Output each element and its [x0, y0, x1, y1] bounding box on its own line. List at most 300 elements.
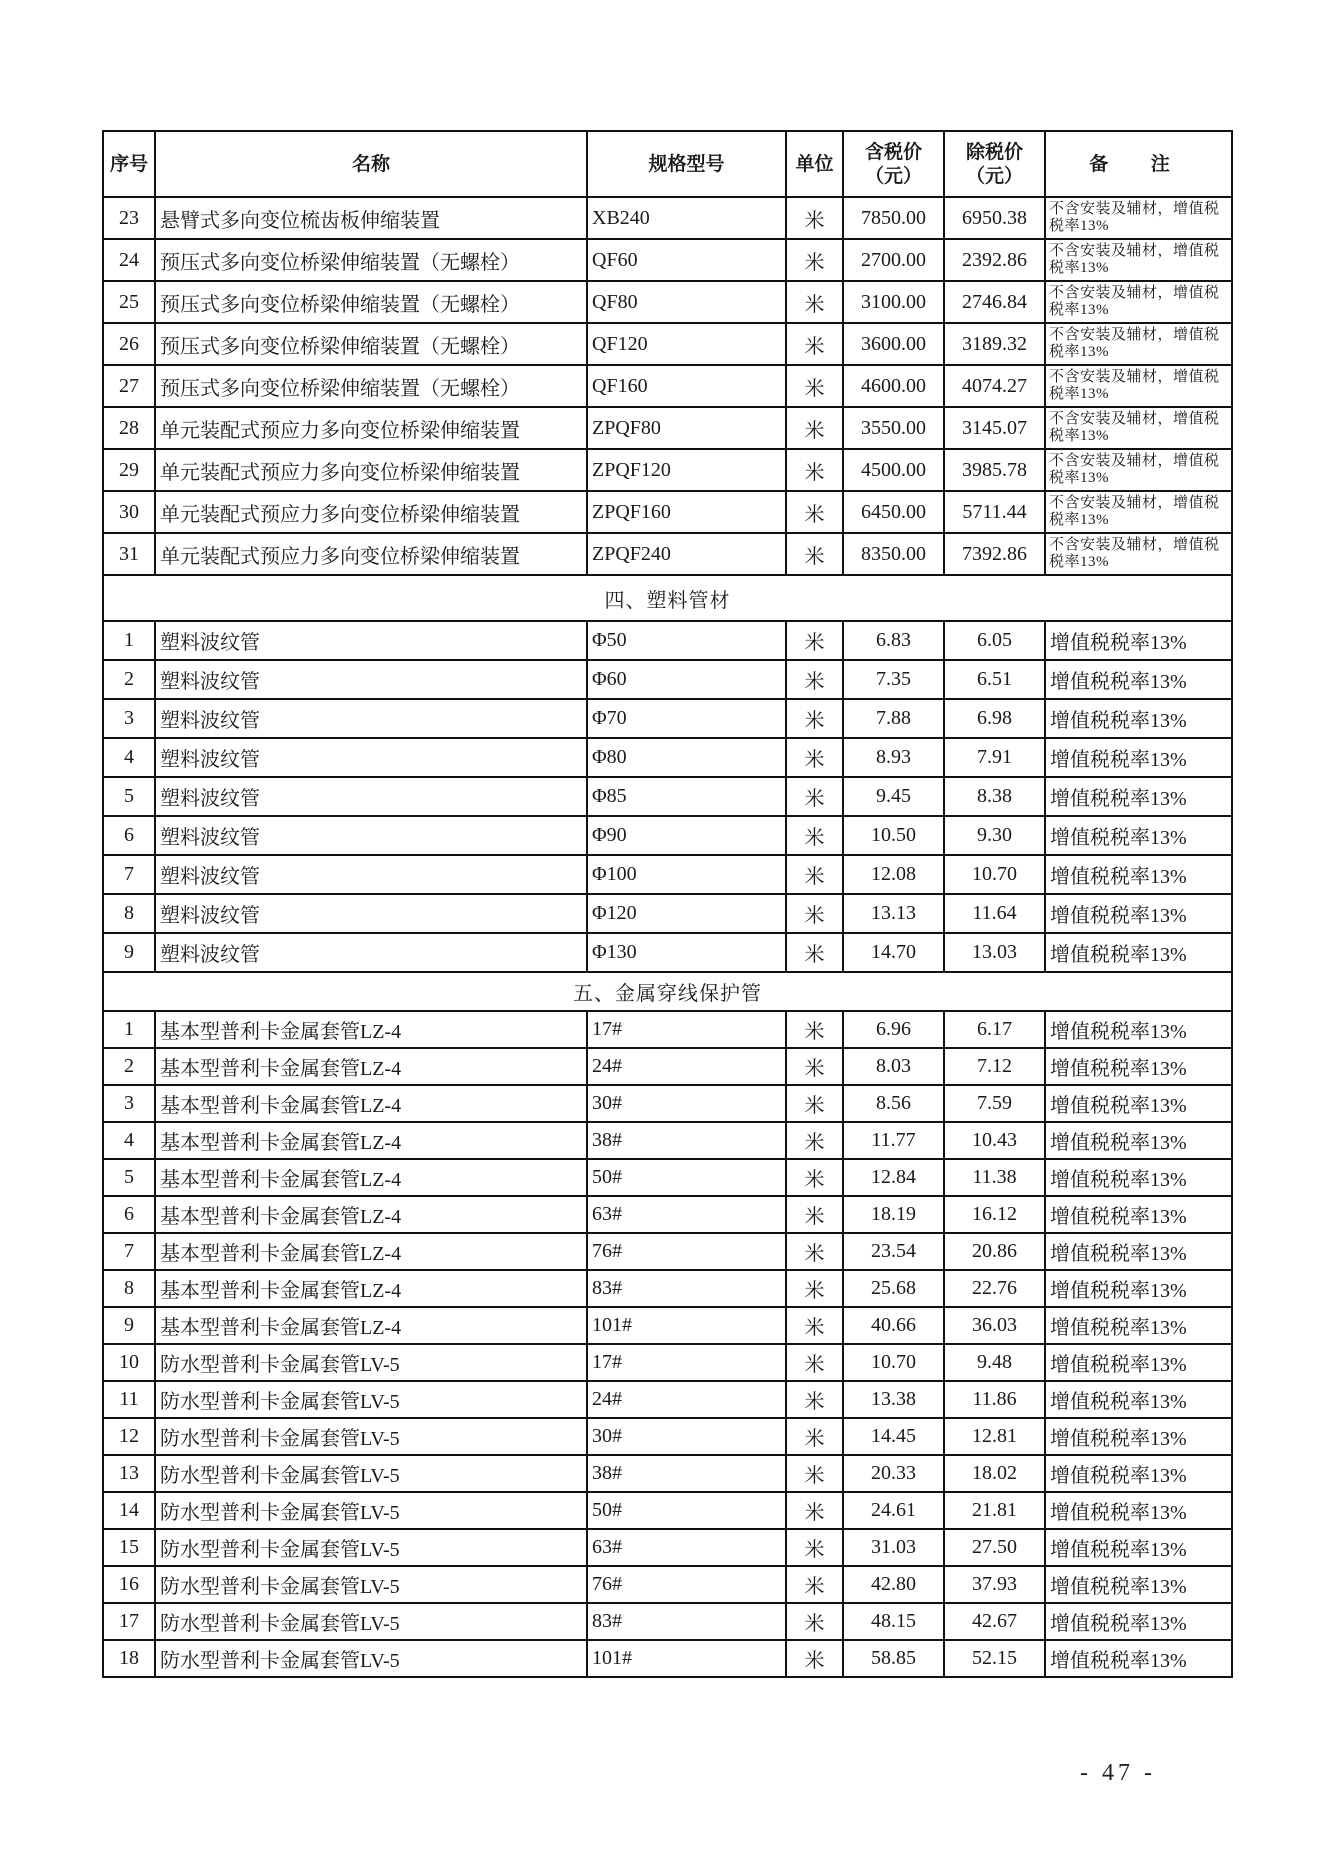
- header-price-notax: [944, 131, 1045, 197]
- cell-unit: 米: [786, 281, 843, 323]
- cell-name: 防水型普利卡金属套管LV-5: [155, 1492, 587, 1529]
- cell-unit: 米: [786, 816, 843, 855]
- cell-price-tax: 31.03: [843, 1529, 944, 1566]
- cell-price-notax: 9.48: [944, 1344, 1045, 1381]
- cell-price-tax: 11.77: [843, 1122, 944, 1159]
- section-title: 四、塑料管材: [103, 575, 1232, 621]
- cell-remark: 增值税税率13%: [1045, 1381, 1232, 1418]
- cell-remark: 增值税税率13%: [1045, 1085, 1232, 1122]
- cell-spec: 38#: [587, 1122, 786, 1159]
- cell-spec: Φ80: [587, 738, 786, 777]
- cell-remark: 不含安装及辅材，增值税税率13%: [1045, 533, 1232, 575]
- cell-name: 预压式多向变位桥梁伸缩装置（无螺栓）: [155, 323, 587, 365]
- table-row: [103, 281, 1232, 323]
- cell-price-tax: 3550.00: [843, 407, 944, 449]
- table-row: [103, 1307, 1232, 1344]
- cell-no: 9: [103, 933, 155, 972]
- cell-price-notax: 9.30: [944, 816, 1045, 855]
- table-row: [103, 1566, 1232, 1603]
- cell-price-notax: 7.12: [944, 1048, 1045, 1085]
- cell-spec: ZPQF120: [587, 449, 786, 491]
- cell-price-tax: 6.96: [843, 1011, 944, 1048]
- cell-spec: 101#: [587, 1307, 786, 1344]
- table-row: [103, 365, 1232, 407]
- header-unit: 单位: [786, 131, 843, 197]
- cell-name: 单元装配式预应力多向变位桥梁伸缩装置: [155, 449, 587, 491]
- cell-price-tax: 20.33: [843, 1455, 944, 1492]
- cell-no: 11: [103, 1381, 155, 1418]
- cell-unit: 米: [786, 1529, 843, 1566]
- cell-unit: 米: [786, 323, 843, 365]
- cell-price-tax: 7.88: [843, 699, 944, 738]
- table-row: [103, 323, 1232, 365]
- cell-remark: 不含安装及辅材，增值税税率13%: [1045, 197, 1232, 239]
- cell-price-notax: 13.03: [944, 933, 1045, 972]
- cell-price-notax: 12.81: [944, 1418, 1045, 1455]
- cell-no: 27: [103, 365, 155, 407]
- cell-price-tax: 6.83: [843, 621, 944, 660]
- cell-spec: QF60: [587, 239, 786, 281]
- cell-name: 单元装配式预应力多向变位桥梁伸缩装置: [155, 491, 587, 533]
- cell-no: 9: [103, 1307, 155, 1344]
- cell-price-tax: 14.45: [843, 1418, 944, 1455]
- cell-name: 防水型普利卡金属套管LV-5: [155, 1344, 587, 1381]
- cell-spec: 30#: [587, 1085, 786, 1122]
- cell-spec: 30#: [587, 1418, 786, 1455]
- cell-spec: ZPQF80: [587, 407, 786, 449]
- cell-unit: 米: [786, 1418, 843, 1455]
- cell-name: 防水型普利卡金属套管LV-5: [155, 1566, 587, 1603]
- cell-unit: 米: [786, 407, 843, 449]
- cell-unit: 米: [786, 1603, 843, 1640]
- cell-spec: Φ90: [587, 816, 786, 855]
- cell-no: 7: [103, 1233, 155, 1270]
- header-name: 名称: [155, 131, 587, 197]
- cell-price-tax: 18.19: [843, 1196, 944, 1233]
- cell-spec: 24#: [587, 1048, 786, 1085]
- cell-price-tax: 3100.00: [843, 281, 944, 323]
- cell-unit: 米: [786, 894, 843, 933]
- cell-price-notax: 6950.38: [944, 197, 1045, 239]
- cell-unit: 米: [786, 1455, 843, 1492]
- header-no: 序号: [103, 131, 155, 197]
- cell-name: 塑料波纹管: [155, 699, 587, 738]
- cell-price-tax: 7.35: [843, 660, 944, 699]
- cell-spec: 101#: [587, 1640, 786, 1677]
- cell-price-tax: 3600.00: [843, 323, 944, 365]
- cell-no: 8: [103, 1270, 155, 1307]
- cell-no: 3: [103, 699, 155, 738]
- table-row: [103, 1122, 1232, 1159]
- cell-price-tax: 24.61: [843, 1492, 944, 1529]
- table-row: [103, 533, 1232, 575]
- cell-remark: 不含安装及辅材，增值税税率13%: [1045, 323, 1232, 365]
- cell-unit: 米: [786, 1122, 843, 1159]
- cell-price-tax: 8350.00: [843, 533, 944, 575]
- table-row: [103, 407, 1232, 449]
- cell-price-tax: 7850.00: [843, 197, 944, 239]
- cell-remark: 不含安装及辅材，增值税税率13%: [1045, 239, 1232, 281]
- cell-unit: 米: [786, 449, 843, 491]
- cell-name: 防水型普利卡金属套管LV-5: [155, 1603, 587, 1640]
- cell-name: 塑料波纹管: [155, 621, 587, 660]
- cell-spec: QF80: [587, 281, 786, 323]
- price-table: [102, 130, 1233, 1678]
- cell-unit: 米: [786, 239, 843, 281]
- cell-spec: Φ85: [587, 777, 786, 816]
- cell-price-notax: 6.17: [944, 1011, 1045, 1048]
- cell-remark: 增值税税率13%: [1045, 1307, 1232, 1344]
- table-row: [103, 816, 1232, 855]
- cell-price-tax: 25.68: [843, 1270, 944, 1307]
- header-spec: 规格型号: [587, 131, 786, 197]
- cell-unit: 米: [786, 621, 843, 660]
- cell-price-notax: 4074.27: [944, 365, 1045, 407]
- cell-remark: 增值税税率13%: [1045, 855, 1232, 894]
- cell-spec: 83#: [587, 1270, 786, 1307]
- table-row: [103, 621, 1232, 660]
- header-price-tax-label: 含税价: [864, 141, 922, 163]
- table-row: [103, 1085, 1232, 1122]
- cell-price-tax: 6450.00: [843, 491, 944, 533]
- cell-remark: 增值税税率13%: [1045, 1566, 1232, 1603]
- cell-price-tax: 42.80: [843, 1566, 944, 1603]
- cell-price-notax: 16.12: [944, 1196, 1045, 1233]
- cell-remark: 增值税税率13%: [1045, 660, 1232, 699]
- section-title: 五、金属穿线保护管: [103, 972, 1232, 1011]
- cell-unit: 米: [786, 660, 843, 699]
- cell-no: 18: [103, 1640, 155, 1677]
- table-row: [103, 1233, 1232, 1270]
- table-row: [103, 449, 1232, 491]
- cell-spec: 76#: [587, 1566, 786, 1603]
- cell-remark: 增值税税率13%: [1045, 1122, 1232, 1159]
- cell-name: 塑料波纹管: [155, 933, 587, 972]
- cell-spec: 50#: [587, 1492, 786, 1529]
- cell-name: 单元装配式预应力多向变位桥梁伸缩装置: [155, 533, 587, 575]
- cell-unit: 米: [786, 738, 843, 777]
- cell-name: 基本型普利卡金属套管LZ-4: [155, 1011, 587, 1048]
- cell-name: 防水型普利卡金属套管LV-5: [155, 1418, 587, 1455]
- cell-remark: 不含安装及辅材，增值税税率13%: [1045, 449, 1232, 491]
- cell-price-notax: 21.81: [944, 1492, 1045, 1529]
- cell-no: 5: [103, 777, 155, 816]
- cell-price-notax: 3985.78: [944, 449, 1045, 491]
- cell-no: 13: [103, 1455, 155, 1492]
- cell-unit: 米: [786, 1011, 843, 1048]
- cell-spec: QF120: [587, 323, 786, 365]
- header-remark: 备 注: [1045, 131, 1232, 197]
- cell-price-notax: 18.02: [944, 1455, 1045, 1492]
- cell-name: 悬臂式多向变位梳齿板伸缩装置: [155, 197, 587, 239]
- cell-unit: 米: [786, 1270, 843, 1307]
- cell-remark: 增值税税率13%: [1045, 699, 1232, 738]
- cell-unit: 米: [786, 1307, 843, 1344]
- cell-no: 29: [103, 449, 155, 491]
- cell-spec: Φ70: [587, 699, 786, 738]
- header-price-tax: [843, 131, 944, 197]
- cell-unit: 米: [786, 699, 843, 738]
- cell-no: 1: [103, 621, 155, 660]
- cell-name: 基本型普利卡金属套管LZ-4: [155, 1122, 587, 1159]
- cell-price-notax: 8.38: [944, 777, 1045, 816]
- cell-price-tax: 8.56: [843, 1085, 944, 1122]
- cell-remark: 增值税税率13%: [1045, 1048, 1232, 1085]
- cell-price-notax: 2746.84: [944, 281, 1045, 323]
- cell-remark: 增值税税率13%: [1045, 738, 1232, 777]
- cell-price-tax: 8.93: [843, 738, 944, 777]
- cell-name: 基本型普利卡金属套管LZ-4: [155, 1233, 587, 1270]
- cell-name: 防水型普利卡金属套管LV-5: [155, 1455, 587, 1492]
- cell-spec: 24#: [587, 1381, 786, 1418]
- cell-price-notax: 27.50: [944, 1529, 1045, 1566]
- cell-price-notax: 7.59: [944, 1085, 1045, 1122]
- table-row: [103, 777, 1232, 816]
- cell-remark: 增值税税率13%: [1045, 1492, 1232, 1529]
- cell-remark: 不含安装及辅材，增值税税率13%: [1045, 365, 1232, 407]
- table-row: [103, 1418, 1232, 1455]
- cell-no: 14: [103, 1492, 155, 1529]
- cell-no: 5: [103, 1159, 155, 1196]
- cell-spec: 83#: [587, 1603, 786, 1640]
- table-row: [103, 933, 1232, 972]
- cell-no: 23: [103, 197, 155, 239]
- cell-no: 6: [103, 816, 155, 855]
- cell-no: 1: [103, 1011, 155, 1048]
- cell-remark: 增值税税率13%: [1045, 1455, 1232, 1492]
- cell-price-tax: 23.54: [843, 1233, 944, 1270]
- cell-price-notax: 2392.86: [944, 239, 1045, 281]
- table-row: [103, 1270, 1232, 1307]
- cell-remark: 增值税税率13%: [1045, 1603, 1232, 1640]
- cell-remark: 增值税税率13%: [1045, 1233, 1232, 1270]
- cell-unit: 米: [786, 855, 843, 894]
- cell-no: 2: [103, 1048, 155, 1085]
- cell-name: 基本型普利卡金属套管LZ-4: [155, 1196, 587, 1233]
- table-body: [103, 197, 1232, 1677]
- cell-spec: ZPQF240: [587, 533, 786, 575]
- cell-price-notax: 6.05: [944, 621, 1045, 660]
- cell-spec: 63#: [587, 1529, 786, 1566]
- cell-remark: 增值税税率13%: [1045, 1159, 1232, 1196]
- table-row: [103, 1344, 1232, 1381]
- cell-no: 10: [103, 1344, 155, 1381]
- cell-spec: 38#: [587, 1455, 786, 1492]
- cell-unit: 米: [786, 1640, 843, 1677]
- cell-unit: 米: [786, 365, 843, 407]
- cell-no: 4: [103, 738, 155, 777]
- cell-spec: XB240: [587, 197, 786, 239]
- cell-price-notax: 3145.07: [944, 407, 1045, 449]
- cell-price-notax: 7392.86: [944, 533, 1045, 575]
- header-price-notax-unit: （元）: [965, 165, 1023, 187]
- cell-name: 防水型普利卡金属套管LV-5: [155, 1529, 587, 1566]
- cell-remark: 不含安装及辅材，增值税税率13%: [1045, 407, 1232, 449]
- table-row: [103, 491, 1232, 533]
- cell-remark: 增值税税率13%: [1045, 1529, 1232, 1566]
- cell-no: 30: [103, 491, 155, 533]
- cell-no: 12: [103, 1418, 155, 1455]
- cell-unit: 米: [786, 1159, 843, 1196]
- cell-remark: 增值税税率13%: [1045, 1418, 1232, 1455]
- header-price-notax-label: 除税价: [965, 141, 1023, 163]
- cell-price-tax: 13.13: [843, 894, 944, 933]
- cell-remark: 增值税税率13%: [1045, 894, 1232, 933]
- page-number: - 47 -: [1080, 1760, 1156, 1786]
- table-row: [103, 1492, 1232, 1529]
- cell-price-notax: 11.64: [944, 894, 1045, 933]
- cell-spec: QF160: [587, 365, 786, 407]
- cell-no: 25: [103, 281, 155, 323]
- cell-spec: 76#: [587, 1233, 786, 1270]
- table-row: [103, 197, 1232, 239]
- cell-no: 31: [103, 533, 155, 575]
- cell-unit: 米: [786, 777, 843, 816]
- cell-price-notax: 6.98: [944, 699, 1045, 738]
- cell-price-notax: 37.93: [944, 1566, 1045, 1603]
- cell-name: 单元装配式预应力多向变位桥梁伸缩装置: [155, 407, 587, 449]
- cell-name: 防水型普利卡金属套管LV-5: [155, 1381, 587, 1418]
- table-row: [103, 1381, 1232, 1418]
- cell-unit: 米: [786, 1344, 843, 1381]
- cell-no: 24: [103, 239, 155, 281]
- cell-price-notax: 3189.32: [944, 323, 1045, 365]
- cell-name: 塑料波纹管: [155, 816, 587, 855]
- cell-no: 26: [103, 323, 155, 365]
- cell-spec: ZPQF160: [587, 491, 786, 533]
- cell-no: 7: [103, 855, 155, 894]
- cell-name: 塑料波纹管: [155, 738, 587, 777]
- cell-price-tax: 13.38: [843, 1381, 944, 1418]
- cell-name: 基本型普利卡金属套管LZ-4: [155, 1085, 587, 1122]
- cell-spec: 17#: [587, 1011, 786, 1048]
- cell-no: 2: [103, 660, 155, 699]
- cell-name: 基本型普利卡金属套管LZ-4: [155, 1159, 587, 1196]
- cell-price-notax: 5711.44: [944, 491, 1045, 533]
- cell-name: 塑料波纹管: [155, 894, 587, 933]
- cell-price-tax: 4500.00: [843, 449, 944, 491]
- cell-price-tax: 2700.00: [843, 239, 944, 281]
- cell-price-notax: 52.15: [944, 1640, 1045, 1677]
- cell-unit: 米: [786, 1381, 843, 1418]
- cell-remark: 增值税税率13%: [1045, 933, 1232, 972]
- cell-name: 预压式多向变位桥梁伸缩装置（无螺栓）: [155, 239, 587, 281]
- cell-no: 17: [103, 1603, 155, 1640]
- cell-unit: 米: [786, 1233, 843, 1270]
- cell-price-notax: 11.38: [944, 1159, 1045, 1196]
- cell-name: 预压式多向变位桥梁伸缩装置（无螺栓）: [155, 281, 587, 323]
- table-row: [103, 1603, 1232, 1640]
- cell-price-tax: 58.85: [843, 1640, 944, 1677]
- table-row: [103, 699, 1232, 738]
- table-row: [103, 1529, 1232, 1566]
- cell-remark: 不含安装及辅材，增值税税率13%: [1045, 281, 1232, 323]
- cell-name: 塑料波纹管: [155, 777, 587, 816]
- cell-price-tax: 10.70: [843, 1344, 944, 1381]
- table-row: [103, 1159, 1232, 1196]
- table-row: [103, 1048, 1232, 1085]
- table-row: [103, 894, 1232, 933]
- cell-price-notax: 10.43: [944, 1122, 1045, 1159]
- cell-remark: 增值税税率13%: [1045, 1270, 1232, 1307]
- table-row: [103, 855, 1232, 894]
- cell-no: 6: [103, 1196, 155, 1233]
- cell-price-notax: 11.86: [944, 1381, 1045, 1418]
- cell-remark: 增值税税率13%: [1045, 621, 1232, 660]
- table-row: [103, 1640, 1232, 1677]
- cell-spec: Φ120: [587, 894, 786, 933]
- cell-price-notax: 10.70: [944, 855, 1045, 894]
- cell-remark: 增值税税率13%: [1045, 1011, 1232, 1048]
- cell-spec: Φ100: [587, 855, 786, 894]
- cell-unit: 米: [786, 197, 843, 239]
- cell-unit: 米: [786, 491, 843, 533]
- cell-name: 预压式多向变位桥梁伸缩装置（无螺栓）: [155, 365, 587, 407]
- cell-unit: 米: [786, 1196, 843, 1233]
- cell-price-notax: 6.51: [944, 660, 1045, 699]
- cell-no: 15: [103, 1529, 155, 1566]
- cell-price-notax: 42.67: [944, 1603, 1045, 1640]
- cell-unit: 米: [786, 1492, 843, 1529]
- cell-price-notax: 22.76: [944, 1270, 1045, 1307]
- table-row: [103, 738, 1232, 777]
- cell-unit: 米: [786, 1048, 843, 1085]
- cell-price-tax: 10.50: [843, 816, 944, 855]
- cell-name: 基本型普利卡金属套管LZ-4: [155, 1048, 587, 1085]
- cell-no: 28: [103, 407, 155, 449]
- cell-no: 4: [103, 1122, 155, 1159]
- cell-price-tax: 9.45: [843, 777, 944, 816]
- table-row: [103, 1011, 1232, 1048]
- cell-price-tax: 4600.00: [843, 365, 944, 407]
- cell-remark: 不含安装及辅材，增值税税率13%: [1045, 491, 1232, 533]
- cell-remark: 增值税税率13%: [1045, 1344, 1232, 1381]
- table-row: [103, 239, 1232, 281]
- cell-remark: 增值税税率13%: [1045, 816, 1232, 855]
- cell-name: 塑料波纹管: [155, 660, 587, 699]
- cell-no: 8: [103, 894, 155, 933]
- cell-price-notax: 7.91: [944, 738, 1045, 777]
- cell-price-tax: 14.70: [843, 933, 944, 972]
- cell-unit: 米: [786, 533, 843, 575]
- cell-spec: 17#: [587, 1344, 786, 1381]
- cell-name: 基本型普利卡金属套管LZ-4: [155, 1270, 587, 1307]
- cell-no: 3: [103, 1085, 155, 1122]
- section-row: [103, 575, 1232, 621]
- cell-no: 16: [103, 1566, 155, 1603]
- cell-price-tax: 12.84: [843, 1159, 944, 1196]
- table-row: [103, 660, 1232, 699]
- cell-price-tax: 12.08: [843, 855, 944, 894]
- table-header-row: [103, 131, 1232, 197]
- cell-spec: 50#: [587, 1159, 786, 1196]
- cell-price-notax: 36.03: [944, 1307, 1045, 1344]
- cell-remark: 增值税税率13%: [1045, 1640, 1232, 1677]
- section-row: [103, 972, 1232, 1011]
- cell-remark: 增值税税率13%: [1045, 1196, 1232, 1233]
- cell-name: 基本型普利卡金属套管LZ-4: [155, 1307, 587, 1344]
- cell-spec: 63#: [587, 1196, 786, 1233]
- table-row: [103, 1455, 1232, 1492]
- header-price-tax-unit: （元）: [864, 165, 922, 187]
- cell-unit: 米: [786, 1566, 843, 1603]
- cell-price-tax: 40.66: [843, 1307, 944, 1344]
- cell-unit: 米: [786, 1085, 843, 1122]
- cell-spec: Φ60: [587, 660, 786, 699]
- table-row: [103, 1196, 1232, 1233]
- cell-spec: Φ130: [587, 933, 786, 972]
- cell-spec: Φ50: [587, 621, 786, 660]
